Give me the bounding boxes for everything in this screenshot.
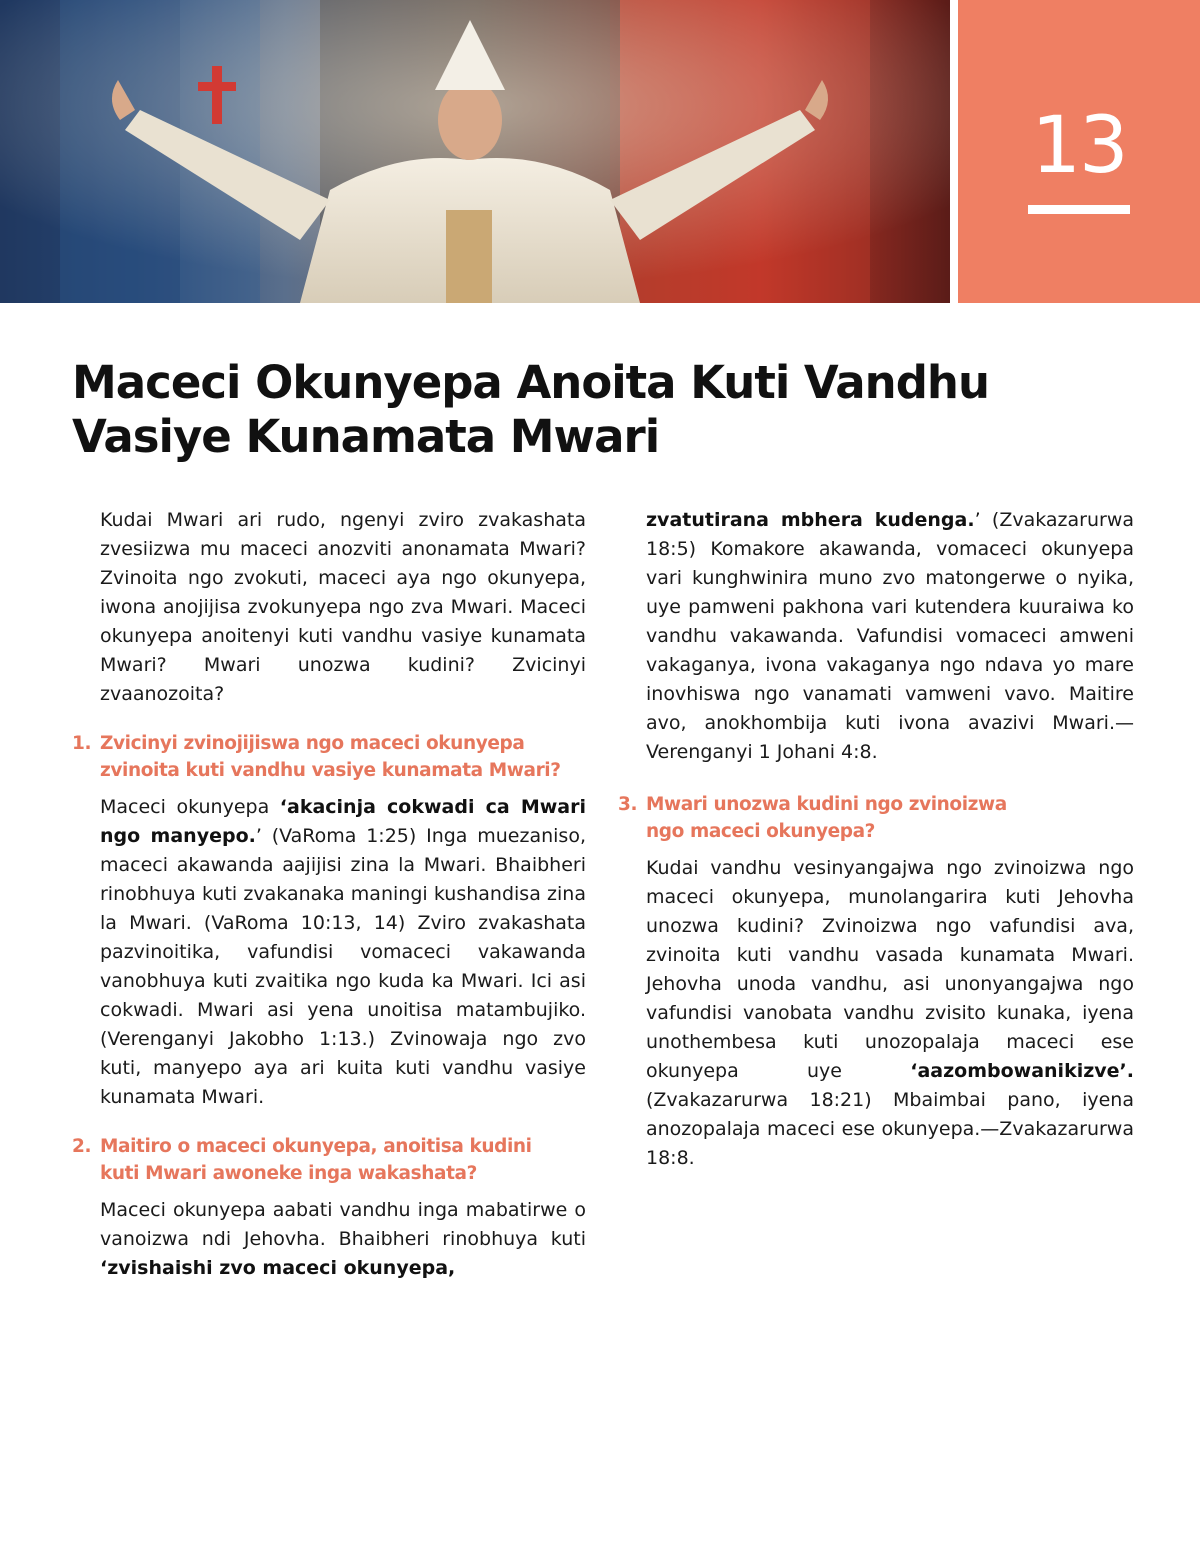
answer-3-emphasis: ‘aazombowanikizve’. (910, 1060, 1134, 1082)
answer-1-text-b: ’ (VaRoma 1:25) Inga muezaniso, maceci akawanda aajijisi zina la Mwari. Bhaibheri rinobhuya kuti zvakanaka maningi kushandisa zina la Mwari. (VaRoma 10:13, 14) Zviro zvakashata pazvinoitika, vafundisi vomaceci vakawanda vanobhuya kuti zvaitika ngo kuda ka Mwari. Ici asi cokwadi. Mwari asi yena unoitisa matambujiko. (Verenganyi Jakobho 1:13.) Zvinowaja ngo zvo kuti, manyepo aya ari kuita kuti vandhu vasiye kunamata Mwari. (100, 825, 586, 1108)
page-title (72, 356, 1032, 464)
question-1 (72, 730, 586, 784)
page-title-line-2: Vasiye Kunamata Mwari (72, 410, 660, 463)
intro-paragraph: Kudai Mwari ari rudo, ngenyi zviro zvakashata zvesiizwa mu maceci anozviti anonamata Mwari? Zvinoita ngo zvokuti, maceci aya ngo okunyepa, iwona anojijisa zvokunyepa ngo zva Mwari. Maceci okunyepa anoitenyi kuti vandhu vasiye kunamata Mwari? Mwari unozwa kudini? Zvicinyi zvaanozoita? (100, 509, 586, 705)
answer-2-text-a: Maceci okunyepa aabati vandhu inga mabatirwe o vanoizwa ndi Jehovha. Bhaibheri rinobhuya kuti (100, 1199, 586, 1250)
answer-1-paragraph (100, 793, 586, 1112)
question-1-number: 1. (72, 733, 92, 754)
answer-1-emphasis: ‘akacinja cokwadi ca Mwari ngo manyepo. (100, 796, 586, 847)
question-2 (72, 1133, 586, 1187)
question-3-line-1: Mwari unozwa kudini ngo zvinoizwa (646, 794, 1007, 815)
question-2-line-1: Maitiro o maceci okunyepa, anoitisa kudini (100, 1136, 532, 1157)
answer-2-paragraph-start (100, 1196, 586, 1283)
answer-3-text-a: Kudai vandhu vesinyangajwa ngo zvinoizwa ngo maceci okunyepa, munolangarira kuti Jehovha unozwa kudini? Zvinoizwa ngo vafundisi ava, zvinoita kuti vandhu vasada kunamata Mwari. Jehovha unoda vandhu, asi unonyangajwa ngo vafundisi vanobata vandhu zvisito kunaka, iyena unothembesa kuti unozopalaja maceci ese okunyepa uye (646, 857, 1134, 1082)
question-2-line-2: kuti Mwari awoneke inga wakashata? (100, 1163, 477, 1184)
question-2-number: 2. (72, 1136, 92, 1157)
question-1-line-2: zvinoita kuti vandhu vasiye kunamata Mwari? (100, 760, 561, 781)
answer-1-text-a: Maceci okunyepa (100, 796, 280, 818)
question-3-line-2: ngo maceci okunyepa? (646, 821, 876, 842)
question-3 (618, 791, 1134, 845)
question-1-line-1: Zvicinyi zvinojijiswa ngo maceci okunyepa (100, 733, 525, 754)
lesson-number-underline (1028, 205, 1130, 214)
hero-image (0, 0, 950, 303)
answer-2-emphasis-continued: zvatutirana mbhera kudenga. (646, 509, 975, 531)
right-column (618, 506, 1135, 1173)
question-3-number: 3. (618, 794, 638, 815)
answer-2-paragraph-continued (646, 506, 1134, 767)
answer-3-paragraph (646, 854, 1134, 1173)
answer-2-emphasis: ‘zvishaishi zvo maceci okunyepa, (100, 1257, 456, 1279)
priest-illustration (0, 0, 950, 303)
left-column (72, 506, 586, 1283)
answer-2-text-b: ’ (Zvakazarurwa 18:5) Komakore akawanda, vomaceci okunyepa vari kunghwinira muno zvo matongerwe o nyika, uye pamweni pakhona vari kutendera kuuraiwa ko vandhu vakawanda. Vafundisi vomaceci amweni vakaganya, ivona vakaganya ngo ndava yo mare inovhiswa ngo vanamati vamweni vavo. Maitire avo, anokhombija kuti ivona avazivi Mwari.—Verenganyi 1 Johani 4:8. (646, 509, 1135, 763)
answer-3-text-b: (Zvakazarurwa 18:21) Mbaimbai pano, iyena anozopalaja maceci ese okunyepa.—Zvakazarurwa 18:8. (646, 1089, 1134, 1169)
lesson-number: 13 (1031, 101, 1127, 191)
page-title-line-1: Maceci Okunyepa Anoita Kuti Vandhu (72, 356, 989, 409)
